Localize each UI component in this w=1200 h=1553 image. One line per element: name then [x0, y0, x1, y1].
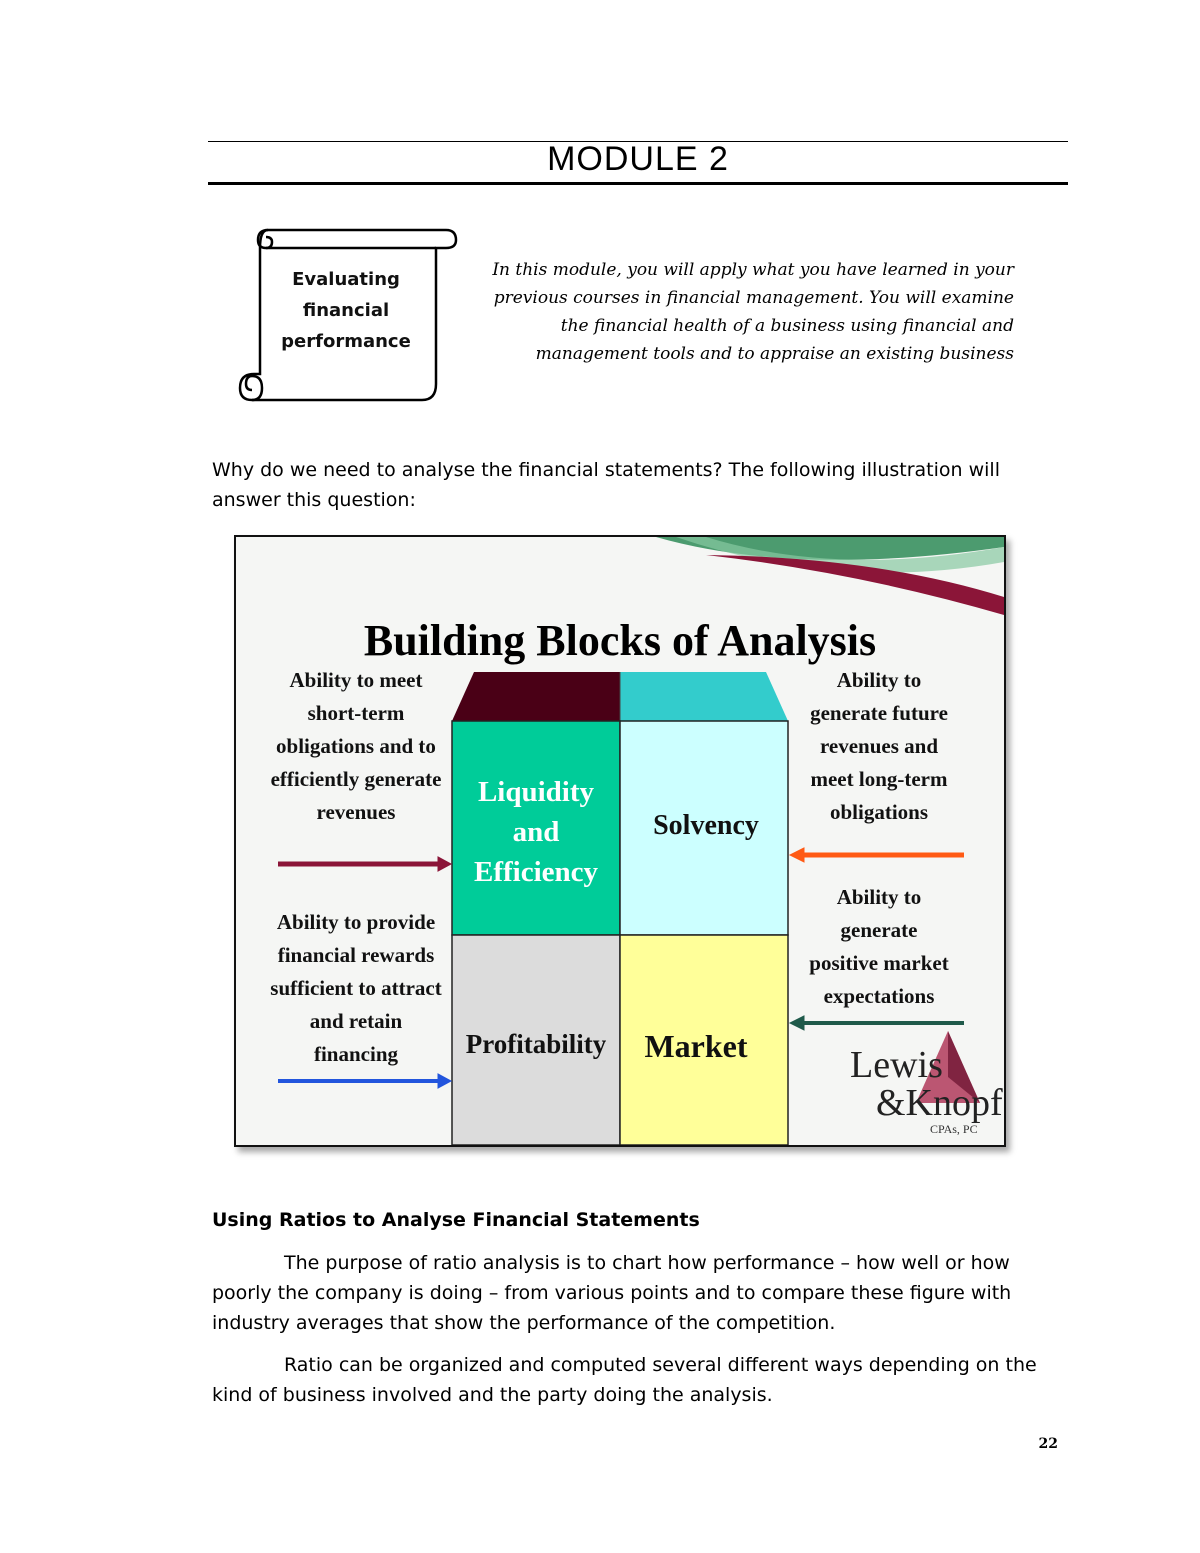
profitability-label: Profitability — [465, 1029, 607, 1059]
right-top-line-4: meet long-term — [810, 767, 948, 791]
right-bottom-line-1: Ability to — [836, 885, 922, 909]
scroll-label: Evaluating financial performance — [281, 269, 411, 352]
right-top-line-5: obligations — [829, 800, 929, 824]
market-label: Market — [644, 1028, 748, 1064]
left-top-line-1: Ability to meet — [289, 668, 423, 692]
arrow-left-top — [278, 857, 451, 871]
arrow-right-bottom — [790, 1016, 964, 1030]
question-text: Why do we need to analyse the financial statements? The following illustration will answer this question: — [212, 459, 1000, 511]
left-top-line-4: efficiently generate — [270, 767, 442, 791]
right-bottom-line-2: generate — [840, 918, 918, 942]
intro-text: In this module, you will apply what you have learned in your previous courses in financial management. You will examine the financial health of a business using financial and management tools and to appraise an existing business — [492, 260, 1014, 364]
right-top-line-3: revenues and — [819, 734, 939, 758]
left-bottom-line-4: and retain — [309, 1009, 403, 1033]
block-top-left — [452, 672, 620, 721]
figure-title: Building Blocks of Analysis — [363, 616, 877, 665]
liquidity-label-1: Liquidity — [477, 776, 595, 808]
left-bottom-line-3: sufficient to attract — [270, 976, 442, 1000]
paragraph-2: Ratio can be organized and computed several different ways depending on the kind of business involved and the party doing the analysis. — [212, 1354, 1037, 1406]
right-top-line-2: generate future — [810, 701, 948, 725]
liquidity-label-3: Efficiency — [473, 856, 599, 888]
left-bottom-line-2: financial rewards — [277, 943, 435, 967]
liquidity-label-2: and — [512, 816, 560, 848]
left-bottom-line-1: Ability to provide — [276, 910, 436, 934]
left-bottom-line-5: financing — [313, 1042, 399, 1066]
logo-line-3: CPAs, PC — [930, 1122, 978, 1136]
right-top-line-1: Ability to — [836, 668, 922, 692]
arrow-left-bottom — [278, 1074, 451, 1088]
right-bottom-line-4: expectations — [823, 984, 935, 1008]
paragraph-1: The purpose of ratio analysis is to chart how performance – how well or how poorly the company is doing – from various points and to compare these figure with industry averages that show the performance of the competition. — [212, 1252, 1012, 1334]
page-number: 22 — [1038, 1436, 1058, 1452]
lewis-knopf-logo — [850, 1031, 1003, 1136]
logo-line-1: Lewis — [850, 1044, 943, 1086]
left-top-line-3: obligations and to — [276, 734, 436, 758]
module-title: MODULE 2 — [547, 140, 729, 178]
arrow-right-top — [790, 848, 964, 862]
right-bottom-line-3: positive market — [809, 951, 949, 975]
block-top-right — [620, 672, 788, 721]
bottom-rule — [208, 182, 1068, 185]
solvency-label: Solvency — [653, 810, 759, 841]
logo-line-2: &Knopf — [876, 1082, 1003, 1124]
building-blocks-figure — [234, 535, 1006, 1147]
left-top-line-5: revenues — [316, 800, 396, 824]
figure-canvas — [236, 537, 1004, 1145]
section-heading: Using Ratios to Analyse Financial Statements — [212, 1209, 700, 1231]
left-top-line-2: short-term — [307, 701, 405, 725]
